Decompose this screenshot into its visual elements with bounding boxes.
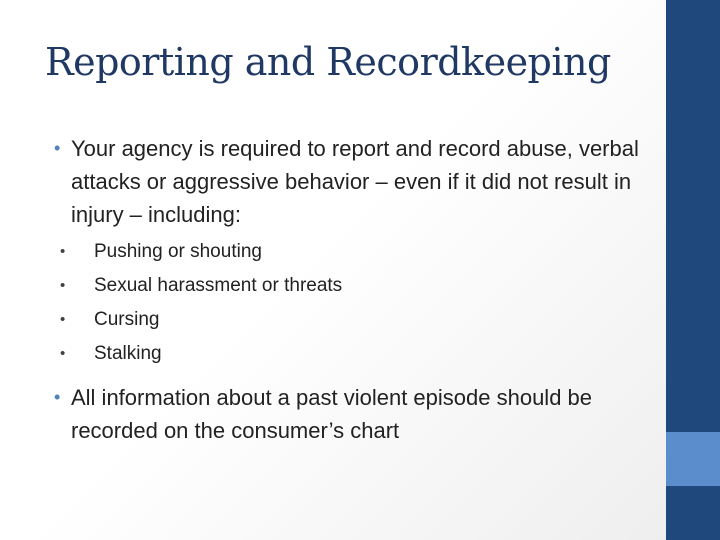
bullet-icon: • [54, 138, 61, 158]
bullet-text: Your agency is required to report and record abuse, verbal attacks or aggressive behavior – even if it did not result in injury – including: [71, 136, 639, 227]
sub-bullet-text: Sexual harassment or threats [94, 275, 343, 296]
slide-title: Reporting and Recordkeeping [45, 40, 611, 84]
sub-bullet-text: Stalking [94, 343, 162, 364]
bullet-icon: • [54, 387, 61, 407]
sub-bullet-item [56, 269, 654, 303]
sub-bullet-icon: • [60, 311, 66, 328]
bullet-text: All information about a past violent episode should be recorded on the consumer’s chart [71, 385, 593, 443]
sub-bullet-icon: • [60, 345, 66, 362]
sub-bullet-text: Cursing [94, 309, 160, 330]
bullet-item [54, 381, 654, 447]
sub-bullet-icon: • [60, 243, 66, 260]
sub-bullet-icon: • [60, 277, 66, 294]
bullet-item [54, 132, 654, 231]
sub-bullet-text: Pushing or shouting [94, 241, 262, 262]
sub-bullet-list [54, 235, 654, 371]
slide-content [54, 132, 654, 447]
side-accent-square [666, 432, 720, 486]
sub-bullet-item [56, 303, 654, 337]
sub-bullet-item [56, 235, 654, 269]
sub-bullet-item [56, 337, 654, 371]
